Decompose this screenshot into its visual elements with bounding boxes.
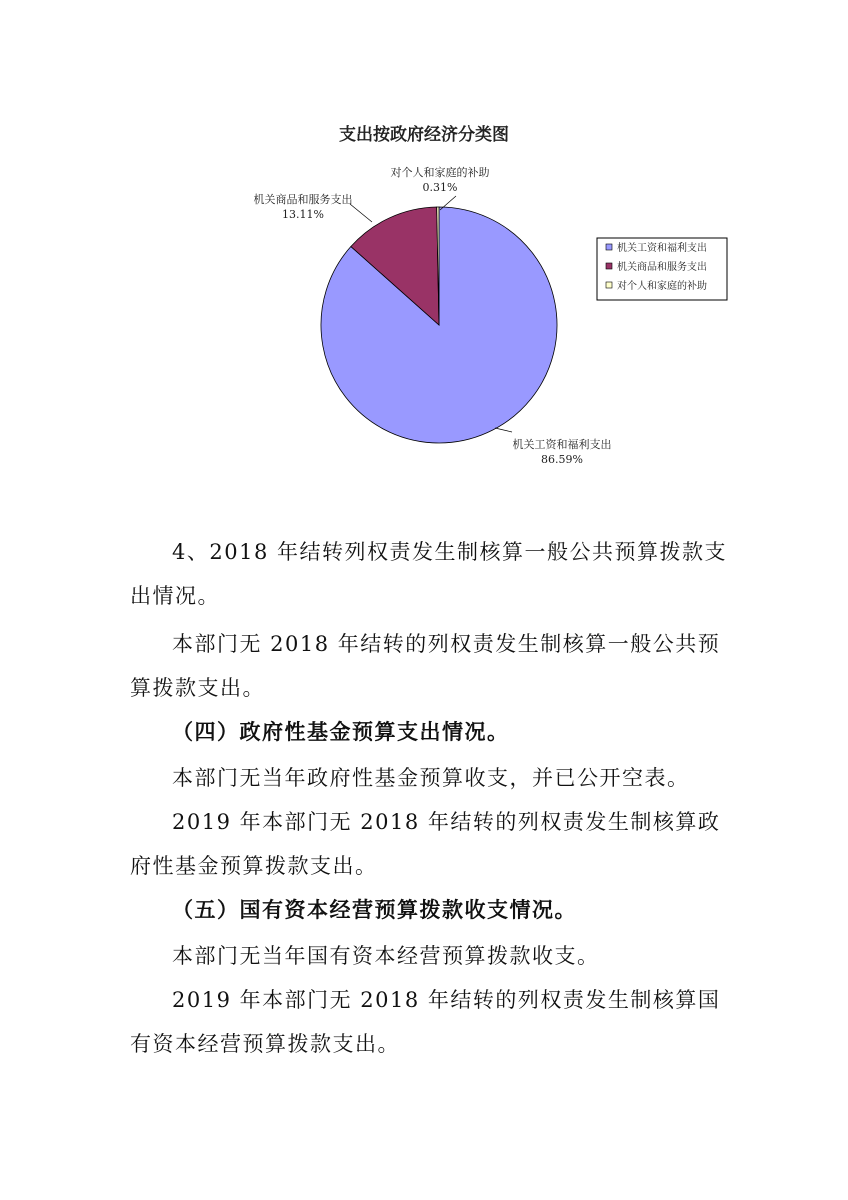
label-goods-services-value: 13.11% [282, 208, 324, 221]
pie-chart [0, 0, 848, 500]
legend-household-subsidy-swatch [606, 282, 612, 288]
legend-wages-welfare-label: 机关工资和福利支出 [617, 243, 707, 254]
label-household-subsidy-name: 对个人和家庭的补助 [390, 166, 490, 179]
legend-goods-services-swatch [606, 263, 612, 269]
leader-line [350, 204, 372, 222]
paragraph-2: 本部门无 2018 年结转的列权责发生制核算一般公共预算拨款支出。 [130, 632, 721, 700]
leader-line [495, 428, 512, 432]
legend-household-subsidy-label: 对个人和家庭的补助 [617, 281, 707, 292]
paragraph-6: 2019 年本部门无 2018 年结转的列权责发生制核算国有资本经营预算拨款支出。 [130, 988, 721, 1056]
section-heading-5: （五）国有资本经营预算拨款收支情况。 [172, 897, 577, 922]
label-goods-services-name: 机关商品和服务支出 [253, 193, 353, 206]
label-household-subsidy-value: 0.31% [422, 181, 458, 194]
paragraph-1: 4、2018 年结转列权责发生制核算一般公共预算拨款支出情况。 [130, 540, 727, 608]
legend-wages-welfare-swatch [606, 244, 612, 250]
chart-title: 支出按政府经济分类图 [339, 125, 509, 145]
paragraph-5: 本部门无当年国有资本经营预算拨款收支。 [172, 944, 600, 968]
legend-goods-services-label: 机关商品和服务支出 [617, 262, 707, 273]
pie-slices [321, 207, 557, 443]
section-heading-4: （四）政府性基金预算支出情况。 [172, 719, 510, 744]
paragraph-4: 2019 年本部门无 2018 年结转的列权责发生制核算政府性基金预算拨款支出。 [130, 810, 721, 878]
legend [597, 238, 727, 300]
paragraph-3: 本部门无当年政府性基金预算收支，并已公开空表。 [172, 766, 690, 790]
label-wages-welfare-name: 机关工资和福利支出 [512, 438, 612, 451]
label-wages-welfare-value: 86.59% [541, 453, 583, 466]
